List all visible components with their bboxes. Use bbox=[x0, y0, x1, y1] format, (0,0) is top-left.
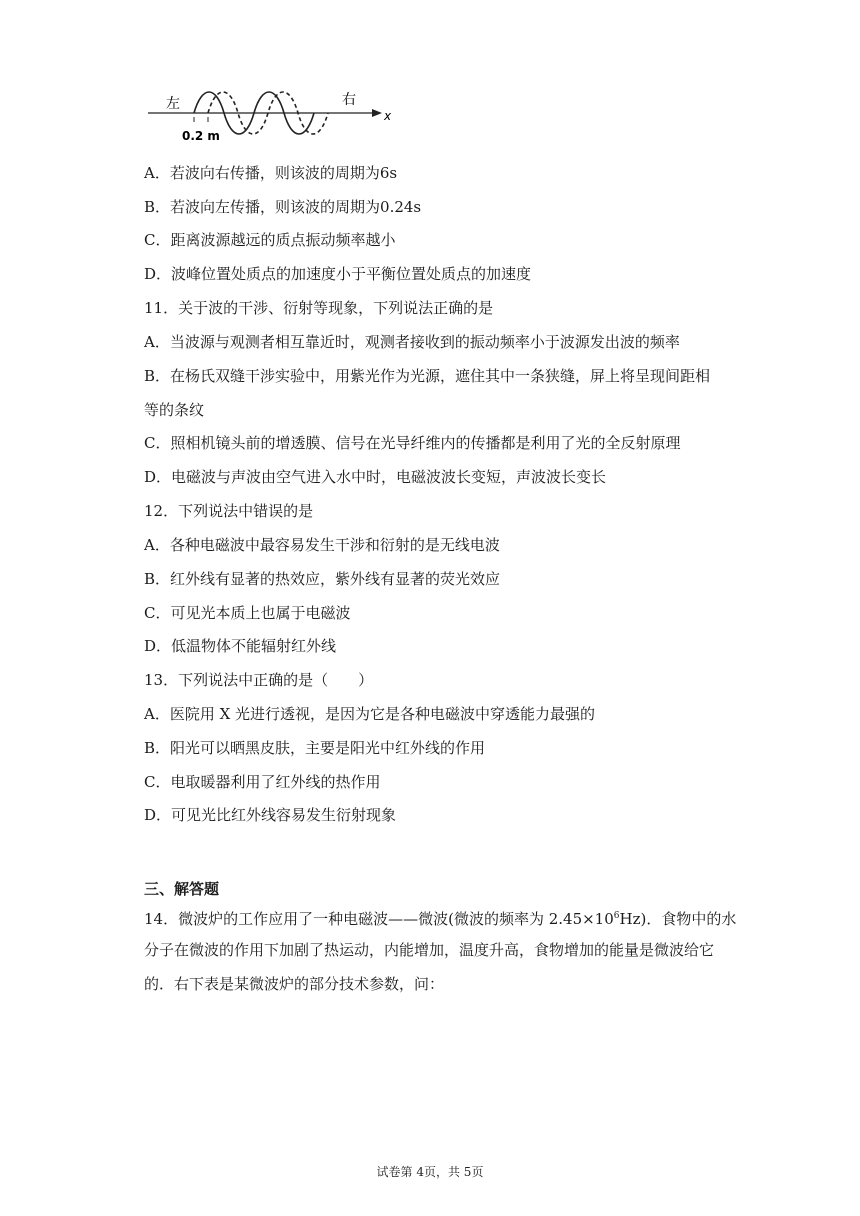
page-footer: 试卷第 4页，共 5页 bbox=[376, 1165, 484, 1179]
right-label: 右 bbox=[342, 92, 356, 108]
q10-option-d: D．波峰位置处质点的加速度小于平衡位置处质点的加速度 bbox=[144, 265, 532, 283]
left-label: 左 bbox=[166, 96, 180, 112]
q11-stem: 11．关于波的干涉、衍射等现象，下列说法正确的是 bbox=[144, 299, 494, 317]
q11-option-b-cont: 等的条纹 bbox=[144, 401, 205, 419]
q13-stem: 13．下列说法中正确的是（ ） bbox=[144, 671, 374, 689]
q10-option-a: A．若波向右传播，则该波的周期为6s bbox=[144, 164, 398, 182]
q10-option-c: C．距离波源越远的质点振动频率越小 bbox=[144, 231, 396, 249]
q12-option-a: A．各种电磁波中最容易发生干涉和衍射的是无线电波 bbox=[144, 536, 500, 554]
distance-label: 0.2 m bbox=[182, 129, 220, 143]
q13-option-d: D．可见光比红外线容易发生衍射现象 bbox=[144, 806, 397, 824]
q13-option-c: C．电取暖器利用了红外线的热作用 bbox=[144, 773, 381, 791]
x-axis-arrow bbox=[372, 109, 382, 117]
q11-option-c: C．照相机镜头前的增透膜、信号在光导纤维内的传播都是利用了光的全反射原理 bbox=[144, 434, 681, 452]
wave-diagram bbox=[144, 80, 394, 150]
q14-line-3: 的．右下表是某微波炉的部分技术参数，问： bbox=[144, 975, 445, 993]
wave-figure bbox=[144, 80, 394, 150]
q14-line-2: 分子在微波的作用下加剧了热运动，内能增加，温度升高，食物增加的能量是微波给它 bbox=[144, 941, 715, 959]
axis-x-label: x bbox=[384, 109, 392, 123]
q11-option-a: A．当波源与观测者相互靠近时，观测者接收到的振动频率小于波源发出波的频率 bbox=[144, 333, 680, 351]
q14-line-1-post: Hz)．食物中的水 bbox=[619, 910, 737, 928]
q12-option-b: B．红外线有显著的热效应，紫外线有显著的荧光效应 bbox=[144, 570, 501, 588]
q14-exponent: 6 bbox=[613, 911, 620, 921]
q11-option-d: D．电磁波与声波由空气进入水中时，电磁波波长变短，声波波长变长 bbox=[144, 468, 607, 486]
q11-option-b: B．在杨氏双缝干涉实验中，用紫光作为光源，遮住其中一条狭缝，屏上将呈现间距相 bbox=[144, 367, 711, 385]
q13-option-b: B．阳光可以晒黑皮肤，主要是阳光中红外线的作用 bbox=[144, 739, 486, 757]
q12-option-c: C．可见光本质上也属于电磁波 bbox=[144, 604, 351, 622]
q12-stem: 12．下列说法中错误的是 bbox=[144, 502, 314, 520]
q13-option-a: A．医院用 X 光进行透视，是因为它是各种电磁波中穿透能力最强的 bbox=[144, 705, 596, 723]
q14-line-1-pre: 14．微波炉的工作应用了一种电磁波——微波(微波的频率为 2.45×10 bbox=[144, 910, 614, 928]
q10-option-b: B．若波向左传播，则该波的周期为0.24s bbox=[144, 198, 422, 216]
q12-option-d: D．低温物体不能辐射红外线 bbox=[144, 637, 337, 655]
q14-line-1 bbox=[144, 906, 736, 929]
section-title: 三、解答题 bbox=[144, 880, 220, 898]
